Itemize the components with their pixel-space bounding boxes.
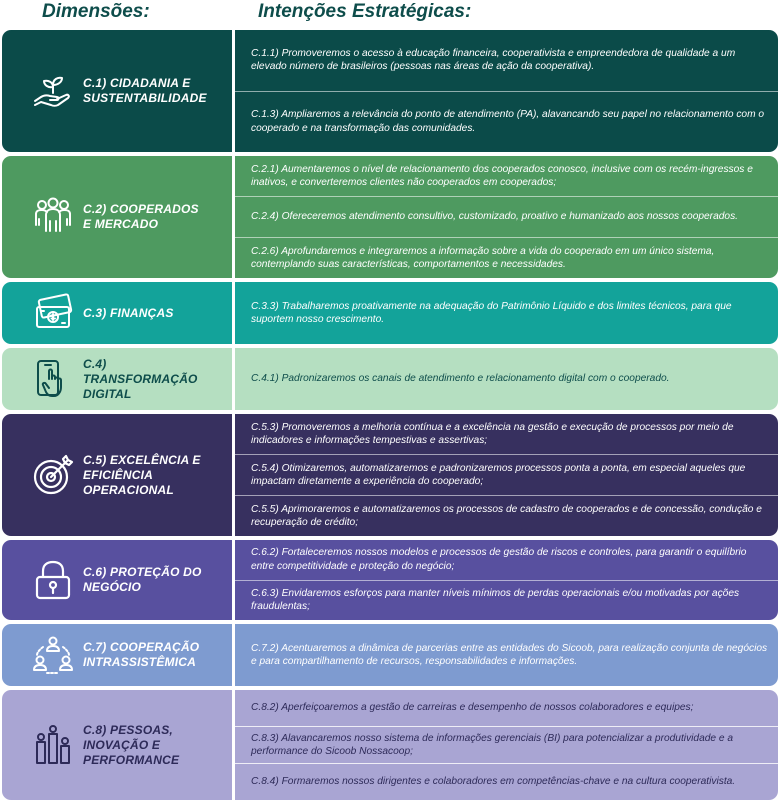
dimension-row-pessoas [2,690,778,800]
dimension-cell [2,156,232,278]
intent-item: C.5.3) Promoveremos a melhoria contínua e a excelência na gestão e execução de processos por meio de indicadores e informações tempestivas e assertivas; [251,421,734,446]
dimension-label: C.7) COOPERAÇÃO INTRASSISTÊMICA [83,640,200,669]
intent-item: C.4.1) Padronizaremos os canais de atendimento e relacionamento digital com o cooperado. [251,373,670,385]
dimension-label: C.5) EXCELÊNCIA E EFICIÊNCIA OPERACIONAL [83,452,201,497]
money-bills-icon [31,291,75,335]
hand-plant-icon [31,69,75,113]
intents-list [235,156,778,278]
intent-item: C.7.2) Acentuaremos a dinâmica de parcerias entre as entidades do Sicoob, para realização conjunta de negócios e para compartilhamento de recursos, responsabilidades e informações. [251,642,768,667]
dimension-row-cooperacao [2,624,778,686]
dimension-row-excelencia [2,414,778,536]
dimension-label: C.4) TRANSFORMAÇÃO DIGITAL [83,356,198,401]
dimension-label: C.2) COOPERADOS E MERCADO [83,202,199,231]
dimension-row-transformacao [2,348,778,410]
intent-item: C.5.4) Otimizaremos, automatizaremos e padronizaremos processos ponta a ponta, em especial aqueles que impactam diretamente a experiência do cooperado; [235,454,778,495]
intent-item: C.6.3) Envidaremos esforços para manter níveis mínimos de perdas operacionais e/ou motivadas por ações fraudulentas; [235,580,778,621]
intent-item: C.8.2) Aperfeiçoaremos a gestão de carreiras e desempenho de nossos colaboradores e equipes; [251,702,694,714]
intent-item: C.3.3) Trabalharemos proativamente na adequação do Patrimônio Líquido e dos limites técnicos, para que suportem nosso crescimento. [251,300,732,325]
dimension-label: C.8) PESSOAS, INOVAÇÃO E PERFORMANCE [83,722,180,767]
intent-item: C.5.5) Aprimoraremos e automatizaremos os processos de cadastro de cooperados e de concessão, condução e recuperação de crédito; [235,495,778,536]
dimensions-heading: Dimensões: [42,1,150,22]
intents-list [235,414,778,536]
dimension-cell [2,348,232,410]
intent-item: C.1.3) Ampliaremos a relevância do ponto de atendimento (PA), alavancando seu papel no relacionamento com o cooperado e na transformação das comunidades. [235,91,778,153]
mobile-touch-icon [31,357,75,401]
dimension-cell [2,540,232,620]
intents-list [235,540,778,620]
intents-list [235,348,778,410]
dimension-row-cidadania [2,30,778,152]
intent-item: C.2.4) Ofereceremos atendimento consultivo, customizado, proativo e humanizado aos nossos cooperados. [235,196,778,237]
intent-item: C.8.4) Formaremos nossos dirigentes e colaboradores em competências-chave e na cultura cooperativista. [235,763,778,800]
dimension-cell [2,414,232,536]
dimension-cell [2,30,232,152]
dimension-row-cooperados [2,156,778,278]
intent-item: C.8.3) Alavancaremos nosso sistema de informações gerenciais (BI) para potencializar a produtividade e a performance do Sicoob Nossacoop; [235,726,778,763]
intent-item: C.2.1) Aumentaremos o nível de relacionamento dos cooperados conosco, inclusive com os recém-ingressos e inativos, e converteremos clientes não cooperados em cooperados; [251,163,753,188]
target-arrow-icon [31,453,75,497]
padlock-icon [31,558,75,602]
dimension-label: C.3) FINANÇAS [83,305,174,320]
dimension-row-financas [2,282,778,344]
people-group-icon [31,195,75,239]
dimension-row-protecao [2,540,778,620]
dimension-label: C.6) PROTEÇÃO DO NEGÓCIO [83,565,202,594]
network-people-icon [31,633,75,677]
people-podium-icon [31,723,75,767]
intent-item: C.2.6) Aprofundaremos e integraremos a informação sobre a vida do cooperado em um único sistema, contemplando suas características, comportamentos e necessidades. [235,237,778,278]
dimension-cell [2,282,232,344]
dimension-cell [2,690,232,800]
intents-list [235,282,778,344]
intent-item: C.1.1) Promoveremos o acesso à educação financeira, cooperativista e empreendedora de qualidade a um elevado número de brasileiros (pessoas nas áreas de ação da cooperativa). [251,47,736,73]
intents-heading: Intenções Estratégicas: [258,1,472,22]
intents-list [235,690,778,800]
intents-list [235,30,778,152]
dimension-label: C.1) CIDADANIA E SUSTENTABILIDADE [83,76,207,105]
intents-list [235,624,778,686]
dimension-cell [2,624,232,686]
intent-item: C.6.2) Fortaleceremos nossos modelos e processos de gestão de riscos e controles, para garantir o equilíbrio entre competitividade e proteção do negócio; [251,547,747,572]
